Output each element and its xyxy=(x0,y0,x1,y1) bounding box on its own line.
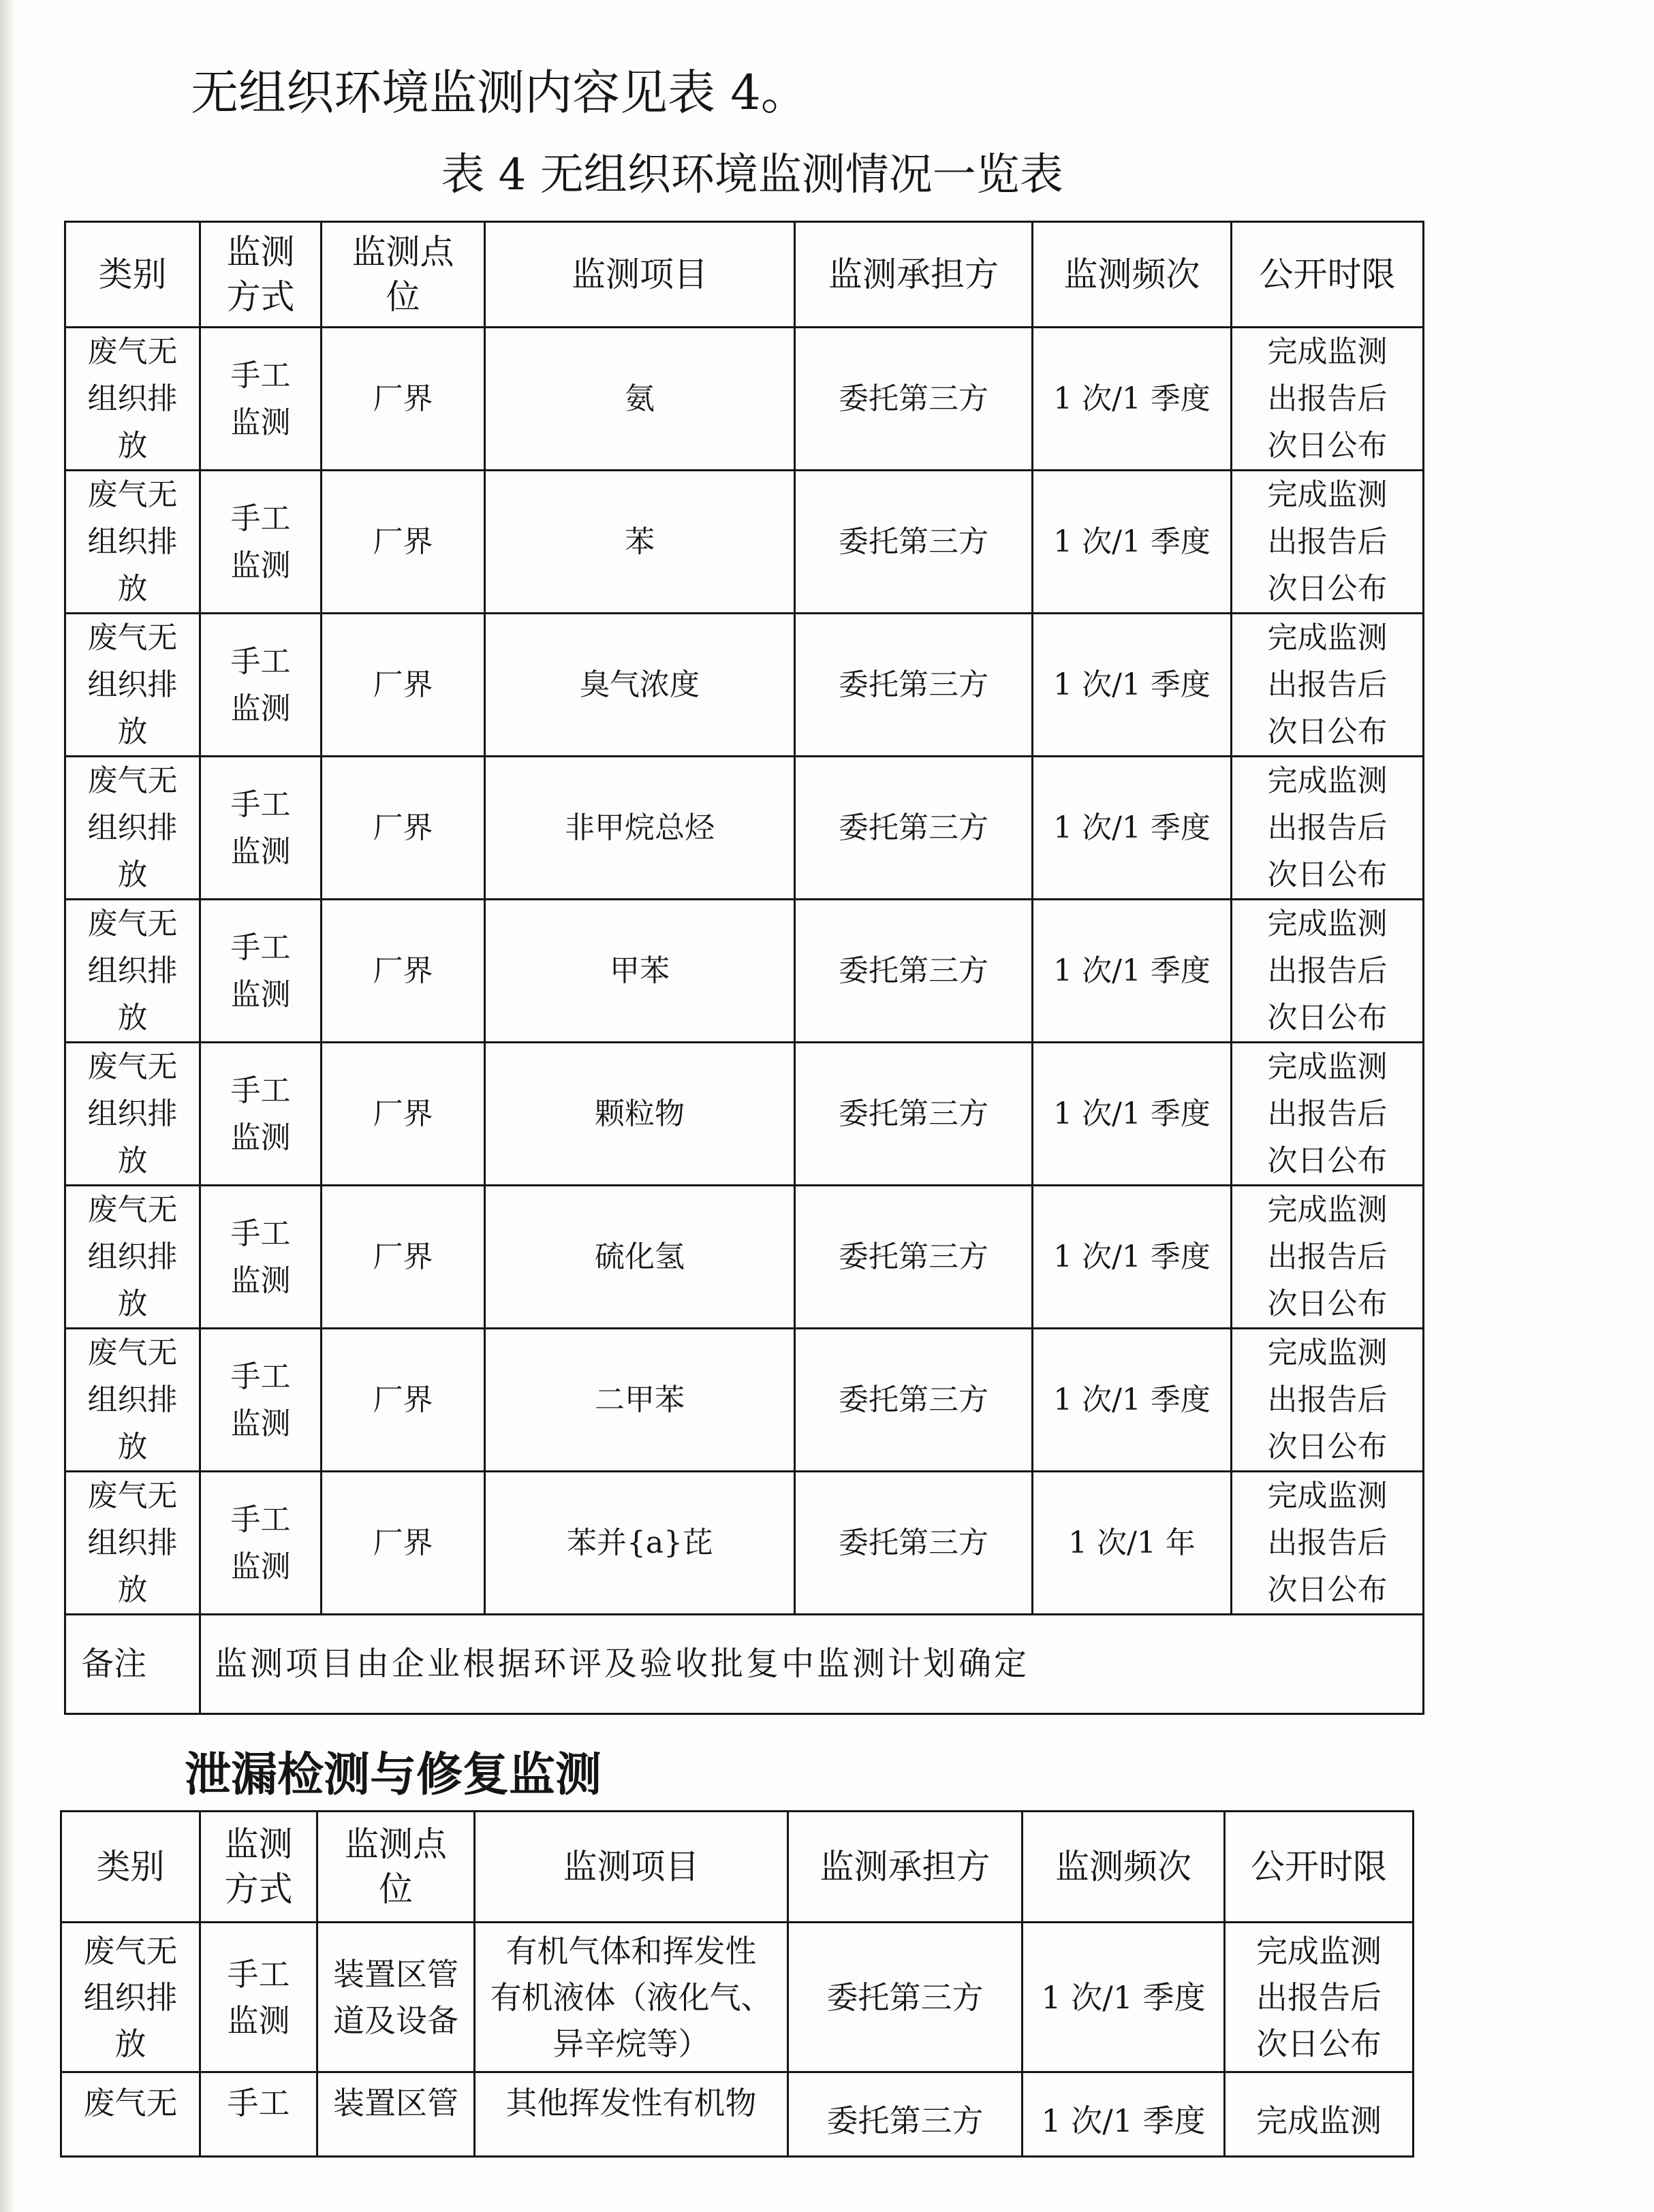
disclosure-cell xyxy=(1232,1472,1424,1615)
intro-paragraph: 无组织环境监测内容见表 4。 xyxy=(191,65,809,121)
item-text: 其他挥发性有机物 xyxy=(505,2085,757,2121)
item-text: 苯 xyxy=(625,524,655,559)
item-cell xyxy=(475,2072,788,2157)
remark-row xyxy=(65,1615,1424,1714)
category-cell xyxy=(65,471,200,614)
provider-text: 委托第三方 xyxy=(839,1096,988,1131)
frequency-cell xyxy=(1033,1043,1232,1186)
frequency-text: 1 次/1 季度 xyxy=(1053,810,1211,845)
method-text: 手工监测 xyxy=(230,501,291,583)
disclosure-text: 完成监测出报告后次日公布 xyxy=(1267,763,1388,892)
location-text: 厂界 xyxy=(373,810,433,845)
item-cell xyxy=(475,1923,788,2072)
remark-text-cell xyxy=(200,1615,1424,1714)
disclosure-text: 完成监测出报告后次日公布 xyxy=(1267,620,1388,749)
header-location-text: 监测点位 xyxy=(352,232,454,317)
header-frequency-text: 监测频次 xyxy=(1063,255,1200,294)
disclosure-cell xyxy=(1232,757,1424,900)
method-cell xyxy=(200,1923,317,2072)
header-method xyxy=(200,1812,317,1923)
frequency-text: 1 次/1 季度 xyxy=(1053,381,1211,416)
provider-cell xyxy=(788,2072,1023,2157)
provider-text: 委托第三方 xyxy=(839,1382,988,1417)
method-cell xyxy=(200,2072,317,2157)
category-text: 废气无 xyxy=(83,2085,178,2121)
frequency-cell xyxy=(1033,757,1232,900)
table-row xyxy=(65,757,1424,900)
disclosure-cell xyxy=(1232,328,1424,471)
header-category xyxy=(61,1812,200,1923)
provider-text: 委托第三方 xyxy=(839,953,988,988)
item-cell xyxy=(485,471,795,614)
category-cell xyxy=(61,2072,200,2157)
provider-cell xyxy=(795,1186,1033,1329)
location-cell xyxy=(322,1186,485,1329)
frequency-text: 1 次/1 年 xyxy=(1068,1526,1196,1560)
header-item-text: 监测项目 xyxy=(572,255,708,294)
category-text: 废气无组织排放 xyxy=(87,1192,178,1321)
frequency-text: 1 次/1 季度 xyxy=(1053,1382,1211,1417)
disclosure-cell xyxy=(1232,614,1424,757)
method-cell xyxy=(200,900,322,1043)
provider-cell xyxy=(795,1329,1033,1472)
table1-title: 表 4 无组织环境监测情况一览表 xyxy=(441,150,1063,200)
header-disclosure xyxy=(1232,222,1424,328)
item-cell xyxy=(485,1186,795,1329)
provider-text: 委托第三方 xyxy=(839,667,988,702)
header-frequency-text: 监测频次 xyxy=(1055,1847,1191,1886)
provider-cell xyxy=(795,328,1033,471)
header-provider-text: 监测承担方 xyxy=(828,255,999,294)
header-item-text: 监测项目 xyxy=(563,1847,700,1886)
header-provider xyxy=(788,1812,1023,1923)
category-text: 废气无组织排放 xyxy=(87,334,178,463)
disclosure-text: 完成监测出报告后次日公布 xyxy=(1267,1049,1388,1178)
location-cell xyxy=(317,1923,475,2072)
frequency-cell xyxy=(1033,614,1232,757)
provider-cell xyxy=(795,471,1033,614)
disclosure-text: 完成监测出报告后次日公布 xyxy=(1267,1479,1388,1607)
method-cell xyxy=(200,1186,322,1329)
header-location xyxy=(322,222,485,328)
frequency-cell xyxy=(1033,471,1232,614)
frequency-text: 1 次/1 季度 xyxy=(1053,667,1211,702)
location-cell xyxy=(322,614,485,757)
item-text-line: 有机液体（液化气、 xyxy=(490,1978,773,2016)
location-text: 厂界 xyxy=(373,524,433,559)
disclosure-text: 完成监测出报告后次日公布 xyxy=(1267,1192,1388,1321)
disclosure-cell xyxy=(1232,471,1424,614)
header-provider xyxy=(795,222,1033,328)
header-frequency xyxy=(1033,222,1232,328)
location-cell xyxy=(322,471,485,614)
location-text: 装置区管 xyxy=(333,2085,458,2121)
remark-text: 监测项目由企业根据环评及验收批复中监测计划确定 xyxy=(215,1645,1030,1683)
method-text: 手工 xyxy=(227,2085,290,2121)
frequency-cell xyxy=(1033,1329,1232,1472)
disclosure-cell xyxy=(1232,1043,1424,1186)
category-cell xyxy=(65,900,200,1043)
table-row xyxy=(65,1186,1424,1329)
provider-cell xyxy=(788,1923,1023,2072)
location-text: 厂界 xyxy=(373,667,433,702)
frequency-text: 1 次/1 季度 xyxy=(1053,1239,1211,1274)
table-row xyxy=(61,1923,1414,2072)
frequency-text: 1 次/1 季度 xyxy=(1053,953,1211,988)
disclosure-text: 完成监测 xyxy=(1256,2102,1382,2139)
method-cell xyxy=(200,328,322,471)
header-category-text: 类别 xyxy=(98,255,167,294)
category-cell xyxy=(65,757,200,900)
item-text: 颗粒物 xyxy=(595,1096,685,1131)
method-text: 手工监测 xyxy=(230,1216,291,1298)
category-text: 废气无组织排放 xyxy=(87,620,178,749)
provider-text: 委托第三方 xyxy=(839,810,988,845)
table2-header-row xyxy=(61,1812,1414,1923)
header-item xyxy=(485,222,795,328)
provider-cell xyxy=(795,900,1033,1043)
header-location xyxy=(317,1812,475,1923)
section-heading-ldar: 泄漏检测与修复监测 xyxy=(185,1748,602,1802)
item-text-line: 有机气体和挥发性 xyxy=(505,1932,757,1970)
location-text: 厂界 xyxy=(373,1096,433,1131)
disclosure-text: 完成监测出报告后次日公布 xyxy=(1267,334,1388,463)
header-item xyxy=(475,1812,788,1923)
location-cell xyxy=(322,900,485,1043)
location-cell xyxy=(322,1329,485,1472)
item-cell xyxy=(485,614,795,757)
category-cell xyxy=(65,1043,200,1186)
category-cell xyxy=(65,1186,200,1329)
header-method xyxy=(200,222,322,328)
item-text: 二甲苯 xyxy=(595,1382,685,1417)
item-cell xyxy=(485,757,795,900)
method-cell xyxy=(200,1472,322,1615)
method-text: 手工监测 xyxy=(230,787,291,869)
header-provider-text: 监测承担方 xyxy=(820,1847,990,1886)
frequency-cell xyxy=(1033,328,1232,471)
category-text: 废气无组织排放 xyxy=(87,1479,178,1607)
header-disclosure-text: 公开时限 xyxy=(1259,255,1396,294)
frequency-text: 1 次/1 季度 xyxy=(1041,1978,1206,2016)
item-text: 苯并{a}芘 xyxy=(566,1526,713,1560)
disclosure-cell xyxy=(1225,2072,1414,2157)
item-text-line: 异辛烷等） xyxy=(552,2025,710,2062)
disclosure-text: 完成监测出报告后次日公布 xyxy=(1267,477,1388,606)
monitoring-table xyxy=(64,221,1424,1715)
category-text: 废气无组织排放 xyxy=(87,1336,178,1464)
provider-cell xyxy=(795,1043,1033,1186)
remark-label-cell xyxy=(65,1615,200,1714)
disclosure-text: 完成监测出报告后次日公布 xyxy=(1256,1932,1382,2062)
location-cell xyxy=(317,2072,475,2157)
category-text: 废气无组织排放 xyxy=(83,1932,178,2062)
disclosure-cell xyxy=(1232,900,1424,1043)
method-cell xyxy=(200,1329,322,1472)
table-row xyxy=(65,614,1424,757)
item-cell xyxy=(485,1329,795,1472)
header-location-text: 监测点位 xyxy=(345,1824,447,1909)
header-disclosure xyxy=(1225,1812,1414,1923)
table-row xyxy=(65,1329,1424,1472)
category-text: 废气无组织排放 xyxy=(87,477,178,606)
scan-edge-shadow xyxy=(0,0,15,2212)
method-text: 手工监测 xyxy=(230,644,291,726)
method-text: 手工监测 xyxy=(230,1502,291,1584)
provider-text: 委托第三方 xyxy=(839,524,988,559)
frequency-text: 1 次/1 季度 xyxy=(1053,1096,1211,1131)
frequency-text: 1 次/1 季度 xyxy=(1041,2102,1206,2139)
method-cell xyxy=(200,757,322,900)
remark-label: 备注 xyxy=(81,1645,147,1683)
table-row xyxy=(65,471,1424,614)
location-text: 厂界 xyxy=(373,381,433,416)
header-category xyxy=(65,222,200,328)
disclosure-cell xyxy=(1232,1186,1424,1329)
method-cell xyxy=(200,614,322,757)
location-cell xyxy=(322,757,485,900)
provider-text: 委托第三方 xyxy=(826,1978,984,2016)
provider-cell xyxy=(795,757,1033,900)
method-text: 手工监测 xyxy=(230,1073,291,1155)
header-frequency xyxy=(1023,1812,1225,1923)
disclosure-text: 完成监测出报告后次日公布 xyxy=(1267,1336,1388,1464)
category-text: 废气无组织排放 xyxy=(87,1049,178,1178)
table1-header-row xyxy=(65,222,1424,328)
location-text: 厂界 xyxy=(373,1382,433,1417)
frequency-cell xyxy=(1033,1186,1232,1329)
item-cell xyxy=(485,328,795,471)
item-text: 硫化氢 xyxy=(595,1239,685,1274)
disclosure-cell xyxy=(1232,1329,1424,1472)
item-text: 非甲烷总烃 xyxy=(565,810,715,845)
location-text: 厂界 xyxy=(373,953,433,988)
location-cell xyxy=(322,1472,485,1615)
disclosure-cell xyxy=(1225,1923,1414,2072)
category-text: 废气无组织排放 xyxy=(87,906,178,1035)
frequency-cell xyxy=(1023,1923,1225,2072)
item-cell xyxy=(485,900,795,1043)
category-cell xyxy=(61,1923,200,2072)
provider-text: 委托第三方 xyxy=(826,2102,984,2139)
location-cell xyxy=(322,328,485,471)
disclosure-text: 完成监测出报告后次日公布 xyxy=(1267,906,1388,1035)
frequency-cell xyxy=(1033,900,1232,1043)
header-disclosure-text: 公开时限 xyxy=(1251,1847,1387,1886)
table-row xyxy=(65,1043,1424,1186)
table-row xyxy=(65,1472,1424,1615)
location-text: 装置区管道及设备 xyxy=(333,1955,458,2039)
location-cell xyxy=(322,1043,485,1186)
category-cell xyxy=(65,328,200,471)
item-cell xyxy=(485,1472,795,1615)
category-cell xyxy=(65,1472,200,1615)
method-text: 手工监测 xyxy=(230,358,291,440)
item-text: 氨 xyxy=(625,381,655,416)
header-method-text: 监测方式 xyxy=(226,232,295,317)
method-text: 手工监测 xyxy=(230,1359,291,1441)
method-cell xyxy=(200,471,322,614)
category-cell xyxy=(65,614,200,757)
method-text: 手工监测 xyxy=(227,1955,290,2039)
category-cell xyxy=(65,1329,200,1472)
provider-cell xyxy=(795,614,1033,757)
table-row xyxy=(65,900,1424,1043)
method-text: 手工监测 xyxy=(230,930,291,1012)
item-cell xyxy=(485,1043,795,1186)
item-text: 甲苯 xyxy=(610,953,670,988)
location-text: 厂界 xyxy=(373,1239,433,1274)
frequency-cell xyxy=(1023,2072,1225,2157)
provider-text: 委托第三方 xyxy=(839,381,988,416)
category-text: 废气无组织排放 xyxy=(87,763,178,892)
ldar-table xyxy=(60,1810,1414,2158)
method-cell xyxy=(200,1043,322,1186)
frequency-text: 1 次/1 季度 xyxy=(1053,524,1211,559)
provider-text: 委托第三方 xyxy=(839,1526,988,1560)
location-text: 厂界 xyxy=(373,1526,433,1560)
header-category-text: 类别 xyxy=(96,1847,165,1886)
provider-cell xyxy=(795,1472,1033,1615)
header-method-text: 监测方式 xyxy=(224,1824,293,1909)
table-row xyxy=(65,328,1424,471)
item-text: 臭气浓度 xyxy=(580,667,700,702)
frequency-cell xyxy=(1033,1472,1232,1615)
provider-text: 委托第三方 xyxy=(839,1239,988,1274)
table-row xyxy=(61,2072,1414,2157)
